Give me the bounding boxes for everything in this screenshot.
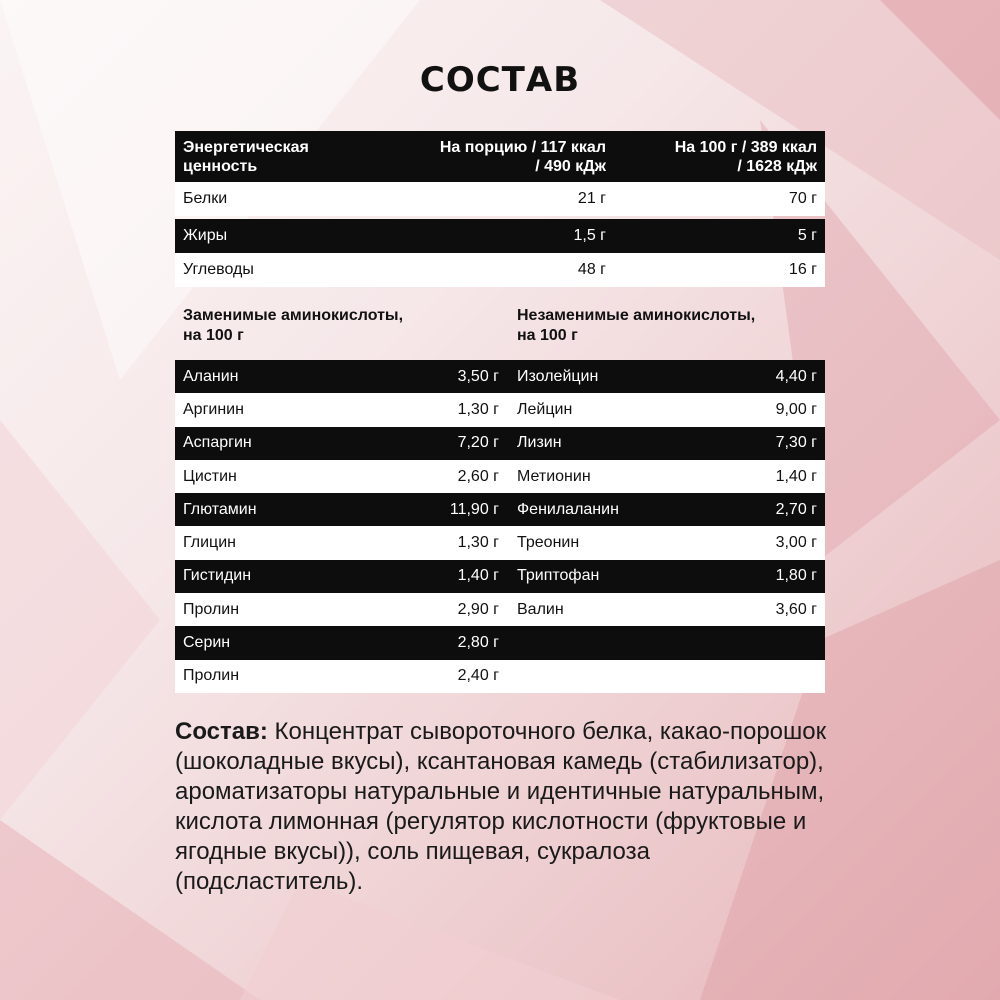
amino-row — [175, 660, 825, 693]
amino-name: Треонин — [517, 534, 580, 552]
amino-name: Глицин — [183, 534, 236, 552]
composition-text — [175, 717, 835, 897]
nutrition-row-fat — [175, 219, 825, 253]
amino-row — [175, 593, 825, 626]
amino-value: 7,30 г — [775, 434, 817, 452]
nutrient-serving: 1,5 г — [573, 227, 606, 244]
amino-value: 1,40 г — [457, 567, 499, 585]
nutrient-per100: 70 г — [788, 190, 817, 207]
nutrient-serving: 48 г — [577, 261, 606, 278]
amino-name: Пролин — [183, 667, 240, 685]
nutrient-name: Жиры — [183, 227, 228, 244]
amino-name: Аланин — [183, 367, 239, 385]
per-100g-header: На 100 г / 389 ккал / 1628 кДж — [674, 138, 817, 175]
amino-row — [175, 560, 825, 593]
nutrition-row-carbs — [175, 253, 825, 287]
amino-name: Гистидин — [183, 567, 252, 585]
amino-row — [175, 460, 825, 493]
amino-table — [175, 360, 825, 693]
composition-body: Концентрат сывороточного белка, какао-порошок (шоколадные вкусы), ксантановая камедь (стабилизатор), ароматизаторы натуральные и идентичные натуральным, кислота лимонная (регулятор кислотности (фруктовые и ягодные вкусы)), соль пищевая, сукралоза (подсластитель). — [175, 718, 827, 895]
amino-value: 9,00 г — [775, 400, 817, 418]
amino-row — [175, 427, 825, 460]
amino-name: Триптофан — [517, 567, 600, 585]
composition-label: Состав: — [175, 718, 268, 745]
nutrient-name: Углеводы — [183, 261, 254, 278]
amino-value: 4,40 г — [775, 367, 817, 385]
nutrition-header-row — [175, 131, 825, 182]
amino-name: Серин — [183, 634, 231, 652]
amino-name: Пролин — [183, 600, 240, 618]
amino-name: Аспаргин — [183, 434, 252, 452]
nutrition-table — [175, 131, 825, 287]
amino-value: 1,80 г — [775, 567, 817, 585]
amino-row — [175, 393, 825, 426]
amino-row — [175, 360, 825, 393]
amino-name: Фенилаланин — [517, 500, 619, 518]
amino-value: 1,30 г — [457, 400, 499, 418]
amino-value: 2,40 г — [457, 667, 499, 685]
amino-value: 2,70 г — [775, 500, 817, 518]
amino-value: 11,90 г — [449, 500, 499, 518]
nutrient-serving: 21 г — [577, 190, 606, 207]
essential-amino-heading: Незаменимые аминокислоты, на 100 г — [517, 307, 756, 344]
amino-name: Аргинин — [183, 400, 244, 418]
amino-value: 2,90 г — [457, 600, 499, 618]
per-serving-header: На порцию / 117 ккал / 490 кДж — [439, 138, 606, 175]
amino-name: Лейцин — [517, 400, 573, 418]
nonessential-amino-heading: Заменимые аминокислоты, на 100 г — [183, 307, 404, 344]
amino-row — [175, 526, 825, 559]
nutrient-per100: 16 г — [788, 261, 817, 278]
amino-value: 3,00 г — [775, 534, 817, 552]
energy-label: Энергетическая ценность — [183, 138, 309, 175]
nutrition-row-protein — [175, 182, 825, 216]
amino-value: 7,20 г — [457, 434, 499, 452]
amino-name: Изолейцин — [517, 367, 599, 385]
nutrient-name: Белки — [183, 190, 228, 207]
amino-value: 1,30 г — [457, 534, 499, 552]
amino-name: Цистин — [183, 467, 237, 485]
amino-name: Валин — [517, 600, 564, 618]
amino-row — [175, 493, 825, 526]
amino-value: 3,60 г — [775, 600, 817, 618]
amino-value: 2,80 г — [457, 634, 499, 652]
amino-row — [175, 626, 825, 659]
amino-value: 1,40 г — [775, 467, 817, 485]
amino-value: 2,60 г — [457, 467, 499, 485]
amino-name: Метионин — [517, 467, 591, 485]
amino-name: Лизин — [517, 434, 562, 452]
nutrient-per100: 5 г — [797, 227, 817, 244]
amino-name: Глютамин — [183, 500, 257, 518]
amino-value: 3,50 г — [457, 367, 499, 385]
page-title: СОСТАВ — [419, 60, 581, 100]
